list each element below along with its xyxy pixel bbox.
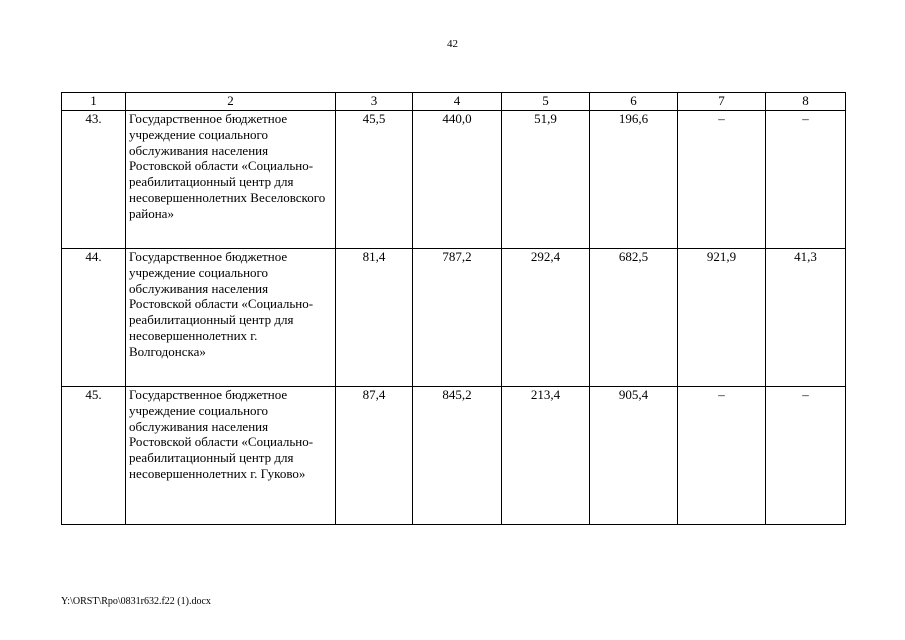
cell-col-7: –	[678, 111, 766, 249]
table-header-row	[62, 93, 846, 111]
page-number: 42	[447, 38, 458, 50]
table-row	[62, 111, 846, 249]
cell-col-6: 196,6	[590, 111, 678, 249]
institution-name: Государственное бюджетное учреждение социального обслуживания населения Ростовской области «Социально-реабилитационный центр для несовершеннолетних г. Гуково»	[126, 387, 336, 525]
column-header-4: 4	[413, 93, 502, 111]
cell-col-5: 213,4	[502, 387, 590, 525]
cell-col-5: 292,4	[502, 249, 590, 387]
column-header-3: 3	[336, 93, 413, 111]
cell-col-4: 845,2	[413, 387, 502, 525]
cell-col-8: –	[766, 111, 846, 249]
table-row	[62, 249, 846, 387]
cell-col-7: 921,9	[678, 249, 766, 387]
column-header-2: 2	[126, 93, 336, 111]
cell-col-6: 682,5	[590, 249, 678, 387]
cell-col-7: –	[678, 387, 766, 525]
table-row	[62, 387, 846, 525]
institution-name: Государственное бюджетное учреждение социального обслуживания населения Ростовской области «Социально-реабилитационный центр для несовершеннолетних г. Волгодонска»	[126, 249, 336, 387]
row-number: 45.	[62, 387, 126, 525]
cell-col-5: 51,9	[502, 111, 590, 249]
institution-name: Государственное бюджетное учреждение социального обслуживания населения Ростовской области «Социально-реабилитационный центр для несовершеннолетних Веселовского района»	[126, 111, 336, 249]
row-number: 44.	[62, 249, 126, 387]
cell-col-8: –	[766, 387, 846, 525]
column-header-7: 7	[678, 93, 766, 111]
cell-col-8: 41,3	[766, 249, 846, 387]
row-number: 43.	[62, 111, 126, 249]
column-header-1: 1	[62, 93, 126, 111]
footer-file-path: Y:\ORST\Rpo\0831r632.f22 (1).docx	[61, 596, 211, 607]
cell-col-6: 905,4	[590, 387, 678, 525]
column-header-8: 8	[766, 93, 846, 111]
cell-col-4: 440,0	[413, 111, 502, 249]
cell-col-3: 81,4	[336, 249, 413, 387]
column-header-6: 6	[590, 93, 678, 111]
cell-col-3: 45,5	[336, 111, 413, 249]
data-table	[61, 92, 846, 525]
cell-col-3: 87,4	[336, 387, 413, 525]
cell-col-4: 787,2	[413, 249, 502, 387]
column-header-5: 5	[502, 93, 590, 111]
